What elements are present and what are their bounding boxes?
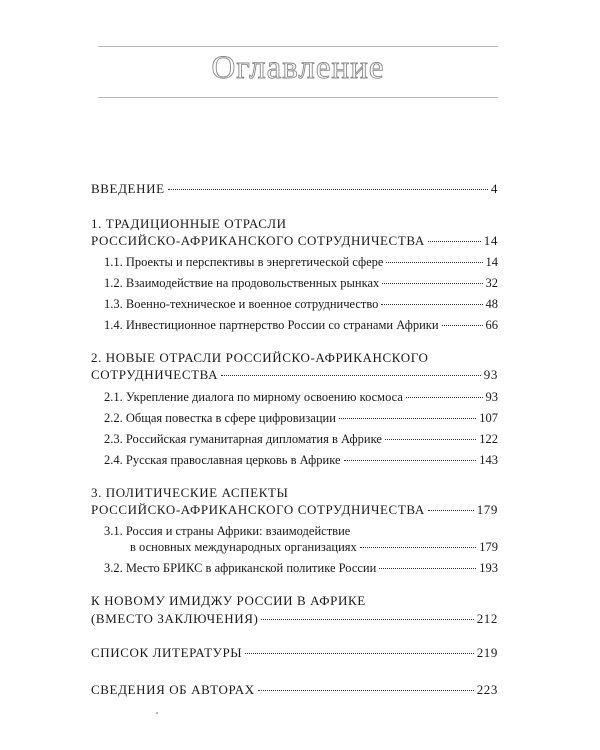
toc-page-number: 32: [485, 276, 498, 290]
toc-page-number: 107: [479, 411, 498, 425]
toc-entry-label: 2.4. Русская православная церковь в Африке: [104, 453, 341, 467]
section1-heading-line1[interactable]: 1. ТРАДИЦИОННЫЕ ОТРАСЛИ: [91, 216, 287, 231]
dot-leader: [344, 460, 477, 461]
dot-leader: [360, 547, 476, 548]
section3-heading-line1[interactable]: 3. ПОЛИТИЧЕСКИЕ АСПЕКТЫ: [91, 485, 289, 500]
toc-entry-label: 1.4. Инвестиционное партнерство России со странами Африки: [104, 318, 439, 332]
toc-entry-intro[interactable]: [91, 181, 498, 197]
toc-entry-authors[interactable]: [91, 682, 498, 698]
dot-leader: [386, 262, 482, 263]
toc-page-number: 143: [479, 453, 498, 467]
toc-entry-1-4[interactable]: [104, 317, 498, 333]
dot-leader: [379, 568, 476, 569]
dot-leader: [428, 241, 481, 242]
toc-entry-2-3[interactable]: [104, 431, 498, 447]
toc-entry-3-1[interactable]: [130, 539, 498, 555]
toc-entry-1-2[interactable]: [104, 275, 498, 291]
toc-entry-label: 2.2. Общая повестка в сфере цифровизации: [104, 411, 336, 425]
toc-page-number: 93: [485, 390, 498, 404]
dot-leader: [168, 189, 488, 190]
toc-entry-label: СВЕДЕНИЯ ОБ АВТОРАХ: [91, 682, 255, 697]
toc-page-number: 14: [483, 233, 498, 248]
toc-entry-1-1[interactable]: [104, 254, 498, 270]
toc-page-number: 223: [476, 682, 498, 697]
page-title: Оглавление: [211, 50, 385, 86]
dot-leader: [245, 653, 473, 654]
dot-leader: [406, 397, 483, 398]
dot-leader: [261, 619, 473, 620]
dot-leader: [339, 418, 476, 419]
scan-speck: [156, 712, 158, 714]
toc-page-number: 14: [485, 255, 498, 269]
toc-entry-2-2[interactable]: [104, 410, 498, 426]
toc-page-number: 48: [485, 297, 498, 311]
toc-page-number: 179: [479, 540, 498, 554]
toc-page-number: 66: [485, 318, 498, 332]
toc-entry-label: 1.1. Проекты и перспективы в энергетической сфере: [104, 255, 384, 269]
toc-page-number: 212: [476, 611, 498, 626]
toc-entry-label: РОССИЙСКО-АФРИКАНСКОГО СОТРУДНИЧЕСТВА: [91, 502, 425, 517]
dot-leader: [381, 304, 482, 305]
dot-leader: [382, 283, 482, 284]
toc-entry-1-3[interactable]: [104, 296, 498, 312]
dot-leader: [258, 690, 474, 691]
dot-leader: [385, 439, 476, 440]
toc-entry-2-4[interactable]: [104, 452, 498, 468]
toc-page-number: 93: [483, 367, 498, 382]
toc-entry-2-1[interactable]: [104, 389, 498, 405]
toc-entry-label: 1.2. Взаимодействие на продовольственных рынках: [104, 276, 380, 290]
toc-entry-label: (ВМЕСТО ЗАКЛЮЧЕНИЯ): [91, 611, 259, 626]
toc-entry-section1[interactable]: [91, 233, 498, 249]
toc-entry-label: 1.3. Военно-техническое и военное сотрудничество: [104, 297, 379, 311]
dot-leader: [428, 510, 474, 511]
toc-entry-label: 2.1. Укрепление диалога по мирному освоению космоса: [104, 390, 403, 404]
dot-leader: [442, 325, 483, 326]
toc-entry-section3[interactable]: [91, 502, 498, 518]
toc-entry-3-2[interactable]: [104, 560, 498, 576]
toc-page-number: 179: [476, 502, 498, 517]
toc-page-number: 4: [490, 181, 498, 196]
toc-entry-label: в основных международных организациях: [130, 540, 357, 554]
toc-entry-3-1-line1[interactable]: 3.1. Россия и страны Африки: взаимодействие: [104, 524, 351, 538]
toc-page-number: 193: [479, 561, 498, 575]
toc-entry-label: 2.3. Российская гуманитарная дипломатия в Африке: [104, 432, 382, 446]
section2-heading-line1[interactable]: 2. НОВЫЕ ОТРАСЛИ РОССИЙСКО-АФРИКАНСКОГО: [91, 350, 429, 365]
conclusion-line1[interactable]: К НОВОМУ ИМИДЖУ РОССИИ В АФРИКЕ: [91, 593, 366, 608]
toc-page-number: 122: [479, 432, 498, 446]
toc-entry-label: РОССИЙСКО-АФРИКАНСКОГО СОТРУДНИЧЕСТВА: [91, 233, 425, 248]
toc-entry-references[interactable]: [91, 645, 498, 661]
dot-leader: [221, 375, 481, 376]
toc-entry-label: СОТРУДНИЧЕСТВА: [91, 367, 219, 382]
toc-entry-conclusion[interactable]: [91, 611, 498, 627]
toc-page-number: 219: [476, 645, 498, 660]
toc-entry-label: СПИСОК ЛИТЕРАТУРЫ: [91, 645, 243, 660]
toc-entry-label: 3.2. Место БРИКС в африканской политике России: [104, 561, 377, 575]
toc-entry-section2[interactable]: [91, 367, 498, 383]
toc-entry-label: ВВЕДЕНИЕ: [91, 181, 165, 196]
